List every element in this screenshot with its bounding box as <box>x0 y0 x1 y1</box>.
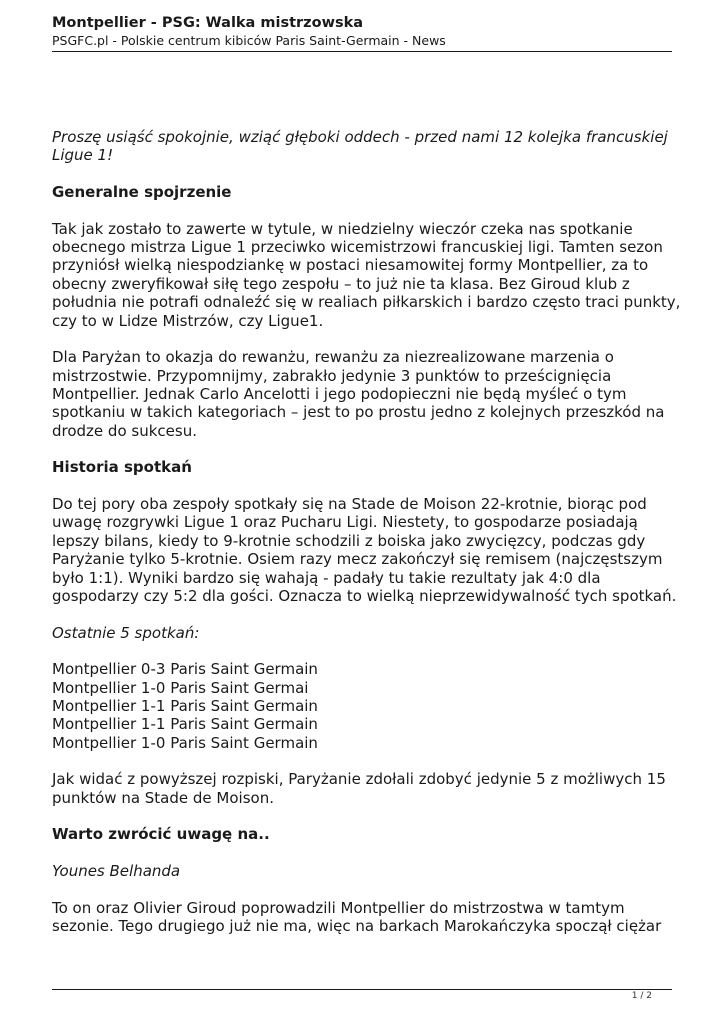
player-name: Younes Belhanda <box>52 862 181 881</box>
paragraph-line: Montpellier. Jednak Carlo Ancelotti i jego podopieczni nie będą myśleć o tym <box>52 385 627 404</box>
paragraph-history <box>52 495 677 606</box>
paragraph-line: Paryżanie tylko 5-krotnie. Osiem razy mecz zakończył się remisem (najczęstszym <box>52 550 663 569</box>
paragraph-line: punktów na Stade de Moison. <box>52 788 274 807</box>
footer-divider <box>52 989 672 990</box>
paragraph-line: obecnego mistrza Ligue 1 przeciwko wicemistrzowi francuskiej ligi. Tamten sezon <box>52 238 663 256</box>
section-heading-overview: Generalne spojrzenie <box>52 183 232 201</box>
document-source: PSGFC.pl - Polskie centrum kibiców Paris Saint-Germain - News <box>52 33 446 48</box>
document-header <box>52 14 672 49</box>
paragraph-line: sezonie. Tego drugiego już nie ma, więc na barkach Marokańczyka spoczął ciężar <box>52 917 662 936</box>
section-heading-history: Historia spotkań <box>52 458 192 477</box>
paragraph-player <box>52 899 672 936</box>
paragraph-line: Jak widać z powyższej rozpiski, Paryżanie zdołali zdobyć jedynie 5 z możliwych 15 <box>52 770 666 789</box>
paragraph-line: mistrzostwie. Przypomnijmy, zabrakło jedynie 3 punktów to prześcignięcia <box>52 366 612 385</box>
paragraph-line: Dla Paryżan to okazja do rewanżu, rewanżu za niezrealizowane marzenia o <box>52 348 614 367</box>
section-heading-watch: Warto zwrócić uwagę na.. <box>52 825 270 844</box>
paragraph-line: Do tej pory oba zespoły spotkały się na Stade de Moison 22-krotnie, biorąc pod <box>52 495 647 514</box>
paragraph-line: To on oraz Olivier Giroud poprowadzili Montpellier do mistrzostwa w tamtym <box>52 898 625 917</box>
paragraph-line: uwagę rozgrywki Ligue 1 oraz Pucharu Ligi. Niestety, to gospodarze posiadają <box>52 513 638 532</box>
page-number: 1 / 2 <box>631 991 652 1001</box>
intro-line: Ligue 1! <box>52 146 114 165</box>
paragraph-line: Tak jak zostało to zawerte w tytule, w niedzielny wieczór czeka nas spotkanie <box>52 219 633 238</box>
result-line: Montpellier 0-3 Paris Saint Germain <box>52 660 318 679</box>
results-list <box>52 660 672 752</box>
paragraph-line: gospodarzy czy 5:2 dla gości. Oznacza to wielką nieprzewidywalność tych spotkań. <box>52 587 677 606</box>
header-divider <box>52 51 672 52</box>
paragraph-revenge <box>52 348 672 440</box>
intro-line: Proszę usiąść spokojnie, wziąć głęboki oddech - przed nami 12 kolejka francuskiej <box>52 128 668 146</box>
paragraph-line: było 1:1). Wyniki bardzo się wahają - padały tu takie rezultaty jak 4:0 dla <box>52 568 601 587</box>
paragraph-line: przyniósł wielką niespodziankę w postaci niesamowitej formy Montpellier, za to <box>52 256 649 275</box>
paragraph-line: obecny zweryfikował siłę tego zespołu – to już nie ta klasa. Bez Giroud klub z <box>52 274 630 293</box>
document-title: Montpellier - PSG: Walka mistrzowska <box>52 15 364 31</box>
paragraph-line: spotkaniu w takich kategoriach – jest to po prostu jedno z kolejnych przeszkód na <box>52 403 665 422</box>
result-line: Montpellier 1-0 Paris Saint Germai <box>52 678 309 697</box>
paragraph-overview <box>52 219 681 330</box>
result-line: Montpellier 1-1 Paris Saint Germain <box>52 697 318 716</box>
results-label: Ostatnie 5 spotkań: <box>52 623 200 642</box>
paragraph-line: czy to w Lidze Mistrzów, czy Ligue1. <box>52 311 324 330</box>
paragraph-line: lepszy bilans, kiedy to 9-krotnie schodzili z boiska jako zwycięzcy, podczas gdy <box>52 531 646 550</box>
paragraph-line: południa nie potrafi odnaleźć się w realiach piłkarskich i bardzo często traci punkty, <box>52 293 681 312</box>
paragraph-line: drodze do sukcesu. <box>52 421 197 440</box>
result-line: Montpellier 1-1 Paris Saint Germain <box>52 715 318 734</box>
article-body <box>52 128 681 936</box>
article-intro <box>52 128 672 165</box>
paragraph-summary <box>52 770 672 807</box>
result-line: Montpellier 1-0 Paris Saint Germain <box>52 733 318 752</box>
